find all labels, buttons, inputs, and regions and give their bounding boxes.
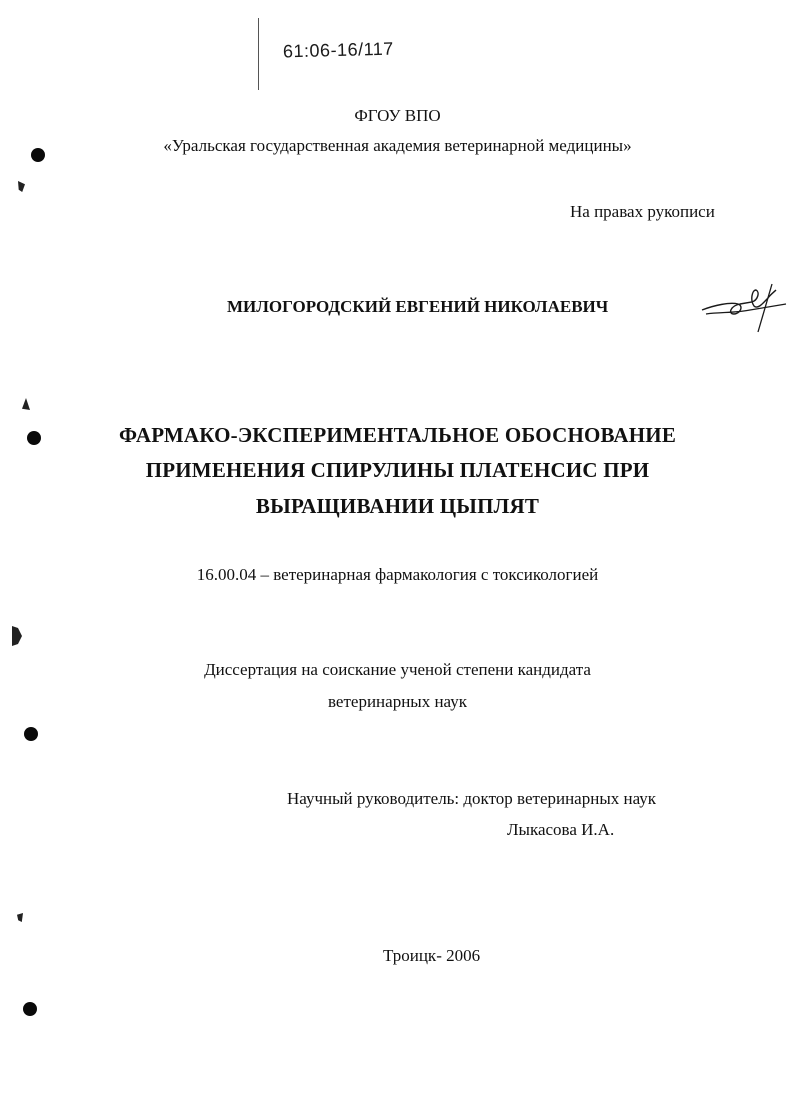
degree-line-2: ветеринарных наук bbox=[328, 692, 467, 711]
institution-name: «Уральская государственная академия ветеринарной медицины» bbox=[163, 136, 632, 155]
author-signature bbox=[700, 280, 790, 340]
manuscript-note: На правах рукописи bbox=[570, 202, 715, 221]
thesis-title-line-1: ФАРМАКО-ЭКСПЕРИМЕНТАЛЬНОЕ ОБОСНОВАНИЕ bbox=[118, 423, 677, 447]
margin-line bbox=[258, 18, 259, 90]
binding-hole-4 bbox=[23, 1002, 37, 1016]
institution-type: ФГОУ ВПО bbox=[354, 106, 441, 125]
scan-artifact bbox=[22, 398, 30, 410]
supervisor-title: Научный руководитель: доктор ветеринарных наук bbox=[287, 789, 657, 808]
scan-artifact bbox=[17, 913, 23, 922]
binding-hole-3 bbox=[24, 727, 38, 741]
supervisor-name: Лыкасова И.А. bbox=[507, 820, 615, 839]
degree-line-1: Диссертация на соискание ученой степени кандидата bbox=[204, 660, 591, 679]
scan-artifact bbox=[12, 626, 22, 646]
specialty-code: 16.00.04 – ветеринарная фармакология с токсикологией bbox=[196, 565, 599, 584]
archive-stamp: 61:06-16/117 bbox=[282, 38, 394, 62]
thesis-title-line-3: ВЫРАЩИВАНИИ ЦЫПЛЯТ bbox=[255, 494, 540, 518]
place-year: Троицк- 2006 bbox=[383, 946, 481, 965]
thesis-title-line-2: ПРИМЕНЕНИЯ СПИРУЛИНЫ ПЛАТЕНСИС ПРИ bbox=[145, 458, 650, 482]
scan-artifact bbox=[18, 181, 25, 192]
author-name: МИЛОГОРОДСКИЙ ЕВГЕНИЙ НИКОЛАЕВИЧ bbox=[227, 297, 609, 316]
